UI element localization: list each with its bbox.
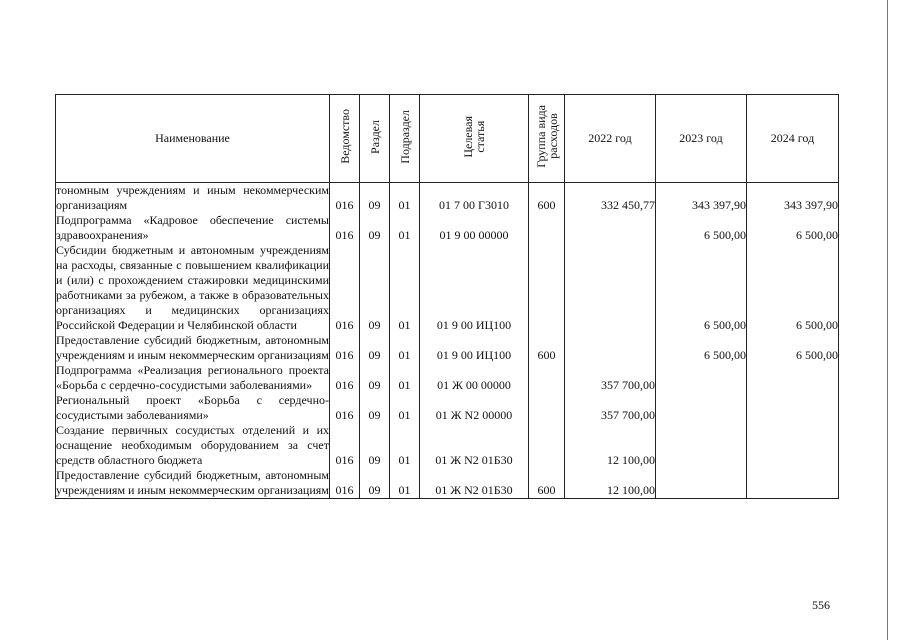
- budget-table: [55, 94, 839, 499]
- cell-vedomstvo: 016: [330, 243, 360, 333]
- header-razdel: Раздел: [360, 95, 390, 183]
- cell-razdel: 09: [360, 333, 390, 363]
- cell-podrazdel: 01: [390, 213, 420, 243]
- cell-name: Предоставление субсидий бюджетным, автономным учреждениям и иным некоммерческим организациям: [56, 468, 329, 497]
- cell-podrazdel: 01: [390, 423, 420, 468]
- cell-razdel: 09: [360, 468, 390, 499]
- cell-vedomstvo: 016: [330, 213, 360, 243]
- cell-target-article: 01 7 00 Г3010: [420, 183, 529, 214]
- cell-target-article: 01 Ж 00 00000: [420, 363, 529, 393]
- header-2023: 2023 год: [656, 95, 747, 183]
- table-row: [56, 363, 839, 393]
- cell-2022: [565, 243, 656, 333]
- cell-expense-group: 600: [529, 468, 565, 499]
- cell-expense-group: [529, 243, 565, 333]
- cell-2022: 12 100,00: [565, 468, 656, 499]
- cell-razdel: 09: [360, 363, 390, 393]
- cell-name: Создание первичных сосудистых отделений и их оснащение необходимым оборудованием за счет средств областного бюджета: [56, 423, 329, 467]
- cell-expense-group: [529, 213, 565, 243]
- cell-2023: [656, 468, 747, 499]
- cell-razdel: 09: [360, 183, 390, 214]
- cell-name: Предоставление субсидий бюджетным, автономным учреждениям и иным некоммерческим организациям: [56, 333, 329, 362]
- cell-2024: 6 500,00: [747, 333, 839, 363]
- cell-2024: [747, 423, 839, 468]
- cell-target-article: 01 9 00 00000: [420, 213, 529, 243]
- table-row: [56, 183, 839, 214]
- header-2024: 2024 год: [747, 95, 839, 183]
- header-2022: 2022 год: [565, 95, 656, 183]
- cell-2023: 6 500,00: [656, 243, 747, 333]
- cell-2024: [747, 468, 839, 499]
- cell-podrazdel: 01: [390, 393, 420, 423]
- cell-podrazdel: 01: [390, 468, 420, 499]
- table-row: [56, 468, 839, 499]
- cell-vedomstvo: 016: [330, 393, 360, 423]
- cell-name: тономным учреждениям и иным некоммерческим организациям: [56, 183, 329, 212]
- budget-table-container: [55, 94, 839, 499]
- cell-podrazdel: 01: [390, 183, 420, 214]
- cell-vedomstvo: 016: [330, 363, 360, 393]
- cell-2024: [747, 363, 839, 393]
- cell-2022: 12 100,00: [565, 423, 656, 468]
- cell-name: Региональный проект «Борьба с сердечно-сосудистыми заболеваниями»: [56, 393, 329, 422]
- cell-target-article: 01 9 00 ИЦ100: [420, 333, 529, 363]
- cell-vedomstvo: 016: [330, 423, 360, 468]
- cell-razdel: 09: [360, 243, 390, 333]
- cell-expense-group: 600: [529, 183, 565, 214]
- cell-2022: [565, 213, 656, 243]
- cell-2023: [656, 363, 747, 393]
- header-vedomstvo: Ведомство: [330, 95, 360, 183]
- cell-razdel: 09: [360, 393, 390, 423]
- cell-name: Подпрограмма «Кадровое обеспечение системы здравоохранения»: [56, 213, 329, 242]
- table-row: [56, 243, 839, 333]
- cell-expense-group: [529, 393, 565, 423]
- table-row: [56, 423, 839, 468]
- cell-2022: 357 700,00: [565, 393, 656, 423]
- scan-edge-line: [887, 0, 888, 640]
- cell-2022: 332 450,77: [565, 183, 656, 214]
- cell-vedomstvo: 016: [330, 468, 360, 499]
- cell-expense-group: 600: [529, 333, 565, 363]
- cell-podrazdel: 01: [390, 243, 420, 333]
- table-row: [56, 333, 839, 363]
- header-name: Наименование: [56, 95, 330, 183]
- table-body: [56, 183, 839, 499]
- cell-razdel: 09: [360, 423, 390, 468]
- cell-target-article: 01 9 00 ИЦ100: [420, 243, 529, 333]
- cell-target-article: 01 Ж N2 00000: [420, 393, 529, 423]
- cell-2023: [656, 393, 747, 423]
- cell-2024: [747, 393, 839, 423]
- cell-2024: 343 397,90: [747, 183, 839, 214]
- cell-name: Подпрограмма «Реализация регионального проекта «Борьба с сердечно-сосудистыми заболеваниями»: [56, 363, 329, 392]
- cell-expense-group: [529, 423, 565, 468]
- cell-vedomstvo: 016: [330, 333, 360, 363]
- cell-podrazdel: 01: [390, 363, 420, 393]
- table-row: [56, 213, 839, 243]
- page-number: 556: [812, 598, 830, 612]
- cell-razdel: 09: [360, 213, 390, 243]
- cell-name: Субсидии бюджетным и автономным учреждениям на расходы, связанные с повышением квалификации и (или) с прохождением стажировки медицинскими работниками за рубежом, а также в образовательных организациях и медицинских организациях Российской Федерации и Челябинской области: [56, 243, 329, 332]
- cell-2022: 357 700,00: [565, 363, 656, 393]
- cell-vedomstvo: 016: [330, 183, 360, 214]
- cell-2022: [565, 333, 656, 363]
- cell-2024: 6 500,00: [747, 243, 839, 333]
- header-podrazdel: Подраздел: [390, 95, 420, 183]
- cell-2023: [656, 423, 747, 468]
- cell-target-article: 01 Ж N2 01Б30: [420, 468, 529, 499]
- header-target-article: Целевая статья: [420, 95, 529, 183]
- cell-2024: 6 500,00: [747, 213, 839, 243]
- cell-2023: 343 397,90: [656, 183, 747, 214]
- cell-2023: 6 500,00: [656, 333, 747, 363]
- cell-podrazdel: 01: [390, 333, 420, 363]
- cell-target-article: 01 Ж N2 01Б30: [420, 423, 529, 468]
- header-expense-group: Группа вида расходов: [529, 95, 565, 183]
- cell-2023: 6 500,00: [656, 213, 747, 243]
- table-header-row: [56, 95, 839, 183]
- cell-expense-group: [529, 363, 565, 393]
- table-row: [56, 393, 839, 423]
